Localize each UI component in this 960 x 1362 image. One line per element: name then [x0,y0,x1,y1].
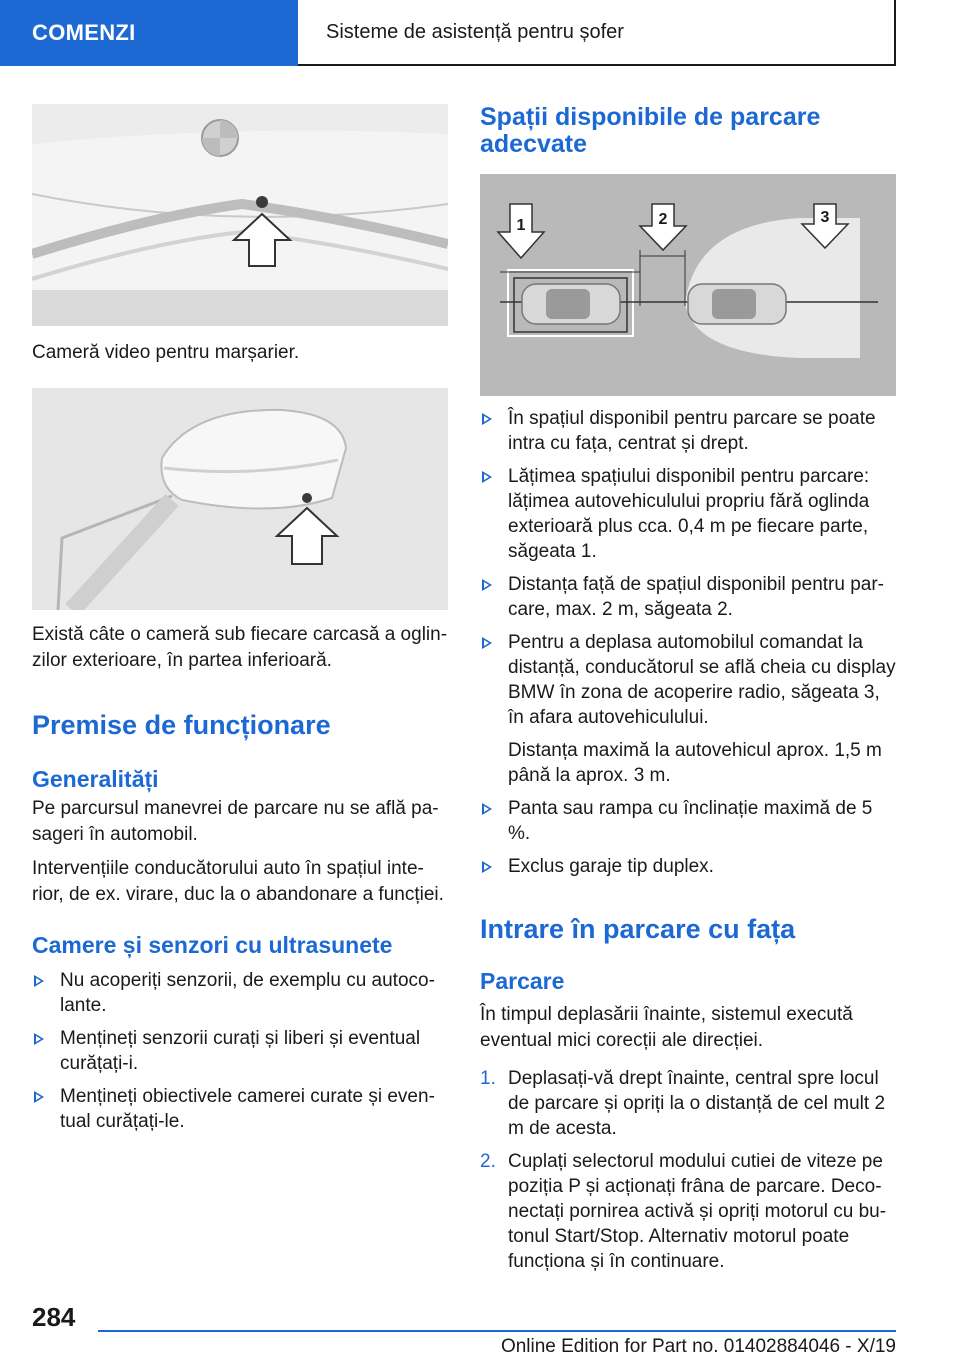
triangle-bullet-icon [482,579,492,591]
arrow-label-3: 3 [820,209,830,226]
subheading-sensors: Camere și senzori cu ultrasunete [32,932,393,958]
list-item: 1. Deplasați-vă drept înainte, central spre locul de parcare și opriți la o distanță de cel mult 2 m de acesta. [480,1068,886,1139]
parking-steps [480,1066,896,1282]
subheading-parcare: Parcare [480,968,565,994]
list-item: Distanța față de spațiul disponibil pentru par-care, max. 2 m, săgeata 2. [480,572,896,622]
step-number: 2. [480,1151,496,1172]
list-item: Mențineți obiectivele camerei curate și even-tual curățați-le. [32,1084,448,1134]
triangle-bullet-icon [482,413,492,425]
list-item: 2. Cuplați selectorul modului cutiei de viteze pe poziția P și acționați frâna de parcare. Deco-nectați pornirea activă și opriți motorul cu bu-tonul Start/Stop. Alternativ motorul poate funcționa și în continuare. [480,1151,887,1272]
list-item: Lățimea spațiului disponibil pentru parcare: lățimea autovehiculului propriu fără oglinda exterioară plus cca. 0,4 m pe fiecare parte, săgeata 1. [480,464,896,564]
list-item: Mențineți senzorii curați și liberi și eventual curățați-i. [32,1026,448,1076]
parking-space-diagram [480,174,896,396]
list-item: Pentru a deplasa automobilul comandat la distanță, conducătorul se află cheia cu display BMW în zona de acoperire radio, săgeata 3, în afara autovehiculului. [480,630,896,730]
parking-space-conditions-2 [480,796,896,879]
arrow-label-2: 2 [658,211,668,228]
figure-caption-rear-camera: Cameră video pentru marșarier. [32,342,300,363]
list-item: Panta sau rampa cu înclinație maximă de 5 %. [480,796,896,846]
figure-caption-mirror-camera: Există câte o cameră sub fiecare carcasă a oglin-zilor exterioare, în partea inferioară. [32,624,448,671]
sensor-care-list [32,968,448,1142]
heading-premise: Premise de funcționare [32,710,331,740]
triangle-bullet-icon [482,471,492,483]
car-shape-1 [522,284,620,324]
list-item: Exclus garaje tip duplex. [480,854,896,879]
page-number: 284 [32,1302,76,1332]
heading-parking-spaces: Spații disponibile de parcare adecvate [480,103,821,158]
mirror-camera-figure [32,388,448,610]
triangle-bullet-icon [34,975,44,987]
edition-note: Online Edition for Part no. 01402884046 - X/19 [500,1336,896,1357]
triangle-bullet-icon [482,803,492,815]
step-number: 1. [480,1068,496,1089]
triangle-bullet-icon [34,1091,44,1103]
right-text-flow [480,406,896,887]
list-item: În spațiul disponibil pentru parcare se poate intra cu fața, centrat și drept. [480,406,896,456]
header-divider [298,0,312,66]
chapter-title: Sisteme de asistență pentru șofer [312,0,896,66]
paragraph-interventions: Intervențiile conducătorului auto în spațiul inte-rior, de ex. virare, duc la o abandonare a funcției. [32,858,444,905]
subheading-generalitati: Generalități [32,766,159,792]
rear-camera-figure [32,104,448,326]
triangle-bullet-icon [482,637,492,649]
heading-front-parking: Intrare în parcare cu fața [480,914,796,944]
arrow-label-1: 1 [516,217,526,234]
car-shape-2 [688,284,786,324]
remote-distance-note: Distanța maximă la autovehicul aprox. 1,5 m până la aprox. 3 m. [508,740,882,786]
paragraph-steering-corrections: În timpul deplasării înainte, sistemul execută eventual mici corecții ale direcției. [480,1004,853,1051]
list-item: Nu acoperiți senzorii, de exemplu cu autoco-lante. [32,968,448,1018]
parking-space-conditions [480,406,896,730]
footer-divider [98,1330,896,1332]
section-tab: COMENZI [0,0,298,66]
paragraph-passengers: Pe parcursul manevrei de parcare nu se află pa-sageri în automobil. [32,798,439,845]
triangle-bullet-icon [34,1033,44,1045]
triangle-bullet-icon [482,861,492,873]
